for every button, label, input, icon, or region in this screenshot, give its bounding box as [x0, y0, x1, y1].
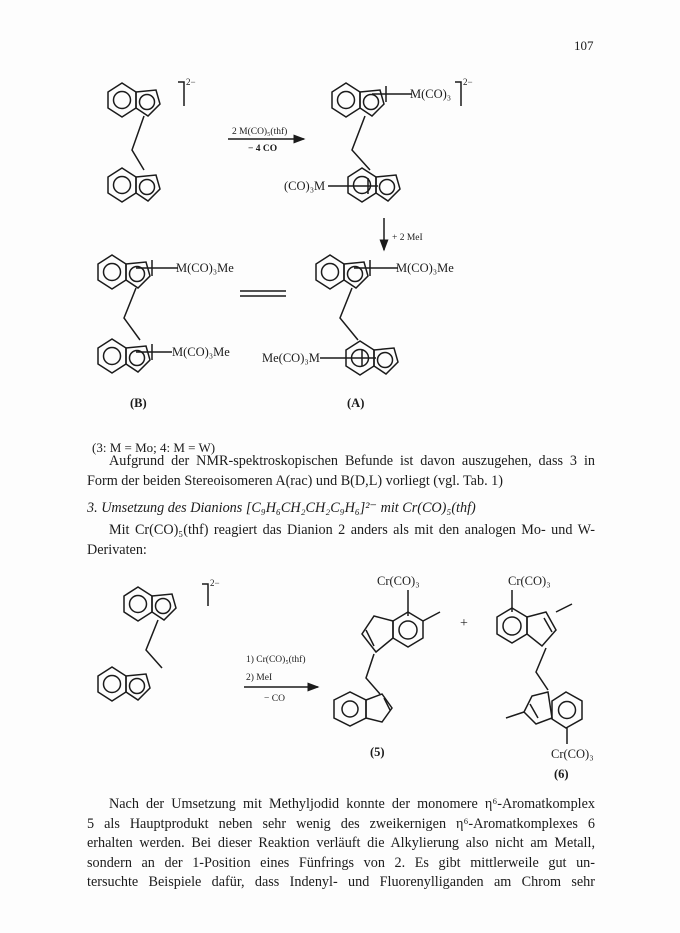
product-6-structure [497, 574, 594, 761]
paragraph-2-text: Mit Cr(CO)₅(thf) reagiert das Dianion 2 anders als mit den analogen Mo- und W-Derivaten: [87, 522, 595, 558]
svg-text:Me(CO)₃M: Me(CO)₃M [262, 351, 320, 365]
label-a: (A) [347, 396, 365, 410]
minus-co: − CO [264, 694, 285, 704]
plus-sign: + [460, 616, 468, 631]
paragraph-1-text: Aufgrund der NMR-spektroskopischen Befunde ist davon auszugehen, dass 3 in Form der beiden Stereoisomeren A(rac) und B(D,L) vorliegt (vgl. Tab. 1) [87, 453, 595, 489]
scheme-legend: (3: M = Mo; 4: M = W) [92, 440, 216, 455]
isomer-b-structure [98, 255, 234, 373]
svg-text:Cr(CO)₃: Cr(CO)₃ [551, 747, 594, 761]
reagent-mei: + 2 MeI [392, 233, 423, 243]
dianion-structure [108, 77, 196, 202]
step-2: 2) MeI [246, 673, 273, 683]
svg-text:M(CO)₃Me: M(CO)₃Me [396, 261, 454, 275]
step-1: 1) Cr(CO)₅(thf) [246, 655, 306, 665]
paragraph-3-line-2: 5 als Hauptprodukt neben sehr wenig des zweikernigen η⁶-Aromatkomplexes 6 [87, 815, 595, 832]
paragraph-2 [87, 521, 595, 560]
scheme-1 [0, 0, 680, 440]
svg-text:2−: 2− [463, 77, 473, 87]
svg-text:2−: 2− [210, 578, 220, 588]
section-heading: 3. Umsetzung des Dianions [C₉H₆CH₂CH₂C₉H₆]²⁻ mit Cr(CO)₅(thf) [87, 500, 476, 516]
svg-text:Cr(CO)₃: Cr(CO)₃ [508, 574, 551, 588]
paragraph-1 [87, 452, 595, 491]
svg-text:Cr(CO)₃: Cr(CO)₃ [377, 574, 420, 588]
label-b: (B) [130, 396, 147, 410]
paragraph-3 [87, 795, 595, 893]
label-6: (6) [554, 767, 569, 781]
paragraph-3-line-5: tersuchte Beispiele dafür, dass Indenyl- und Fluorenylliganden am Chrom sehr [87, 874, 595, 891]
paragraph-3-line-3: erhalten werden. Bei dieser Reaktion verläuft die Alkylierung also nicht am Metall, [87, 835, 595, 852]
paragraph-3-line-4: sondern an der 1-Position eines Fünfrings von 2. Es gibt mittlerweile gut un- [87, 854, 595, 871]
bimetallic-product [284, 77, 473, 202]
page-number: 107 [574, 38, 594, 53]
svg-text:M(CO)₃: M(CO)₃ [410, 87, 452, 101]
svg-text:M(CO)₃Me: M(CO)₃Me [176, 261, 234, 275]
label-5: (5) [370, 745, 385, 759]
product-5-structure [334, 574, 440, 726]
reagent-bottom: − 4 CO [248, 144, 278, 154]
paragraph-3-line-1: Nach der Umsetzung mit Methyljodid konnte der monomere η⁶-Aromatkomplex [109, 796, 595, 812]
svg-text:M(CO)₃Me: M(CO)₃Me [172, 345, 230, 359]
svg-text:2−: 2− [186, 77, 196, 87]
dianion-structure-2 [98, 578, 220, 701]
isomer-a-structure [262, 255, 454, 375]
reagent-top: 2 M(CO)₅(thf) [232, 127, 288, 137]
svg-text:(CO)₃M: (CO)₃M [284, 179, 326, 193]
scheme-2 [0, 560, 680, 790]
